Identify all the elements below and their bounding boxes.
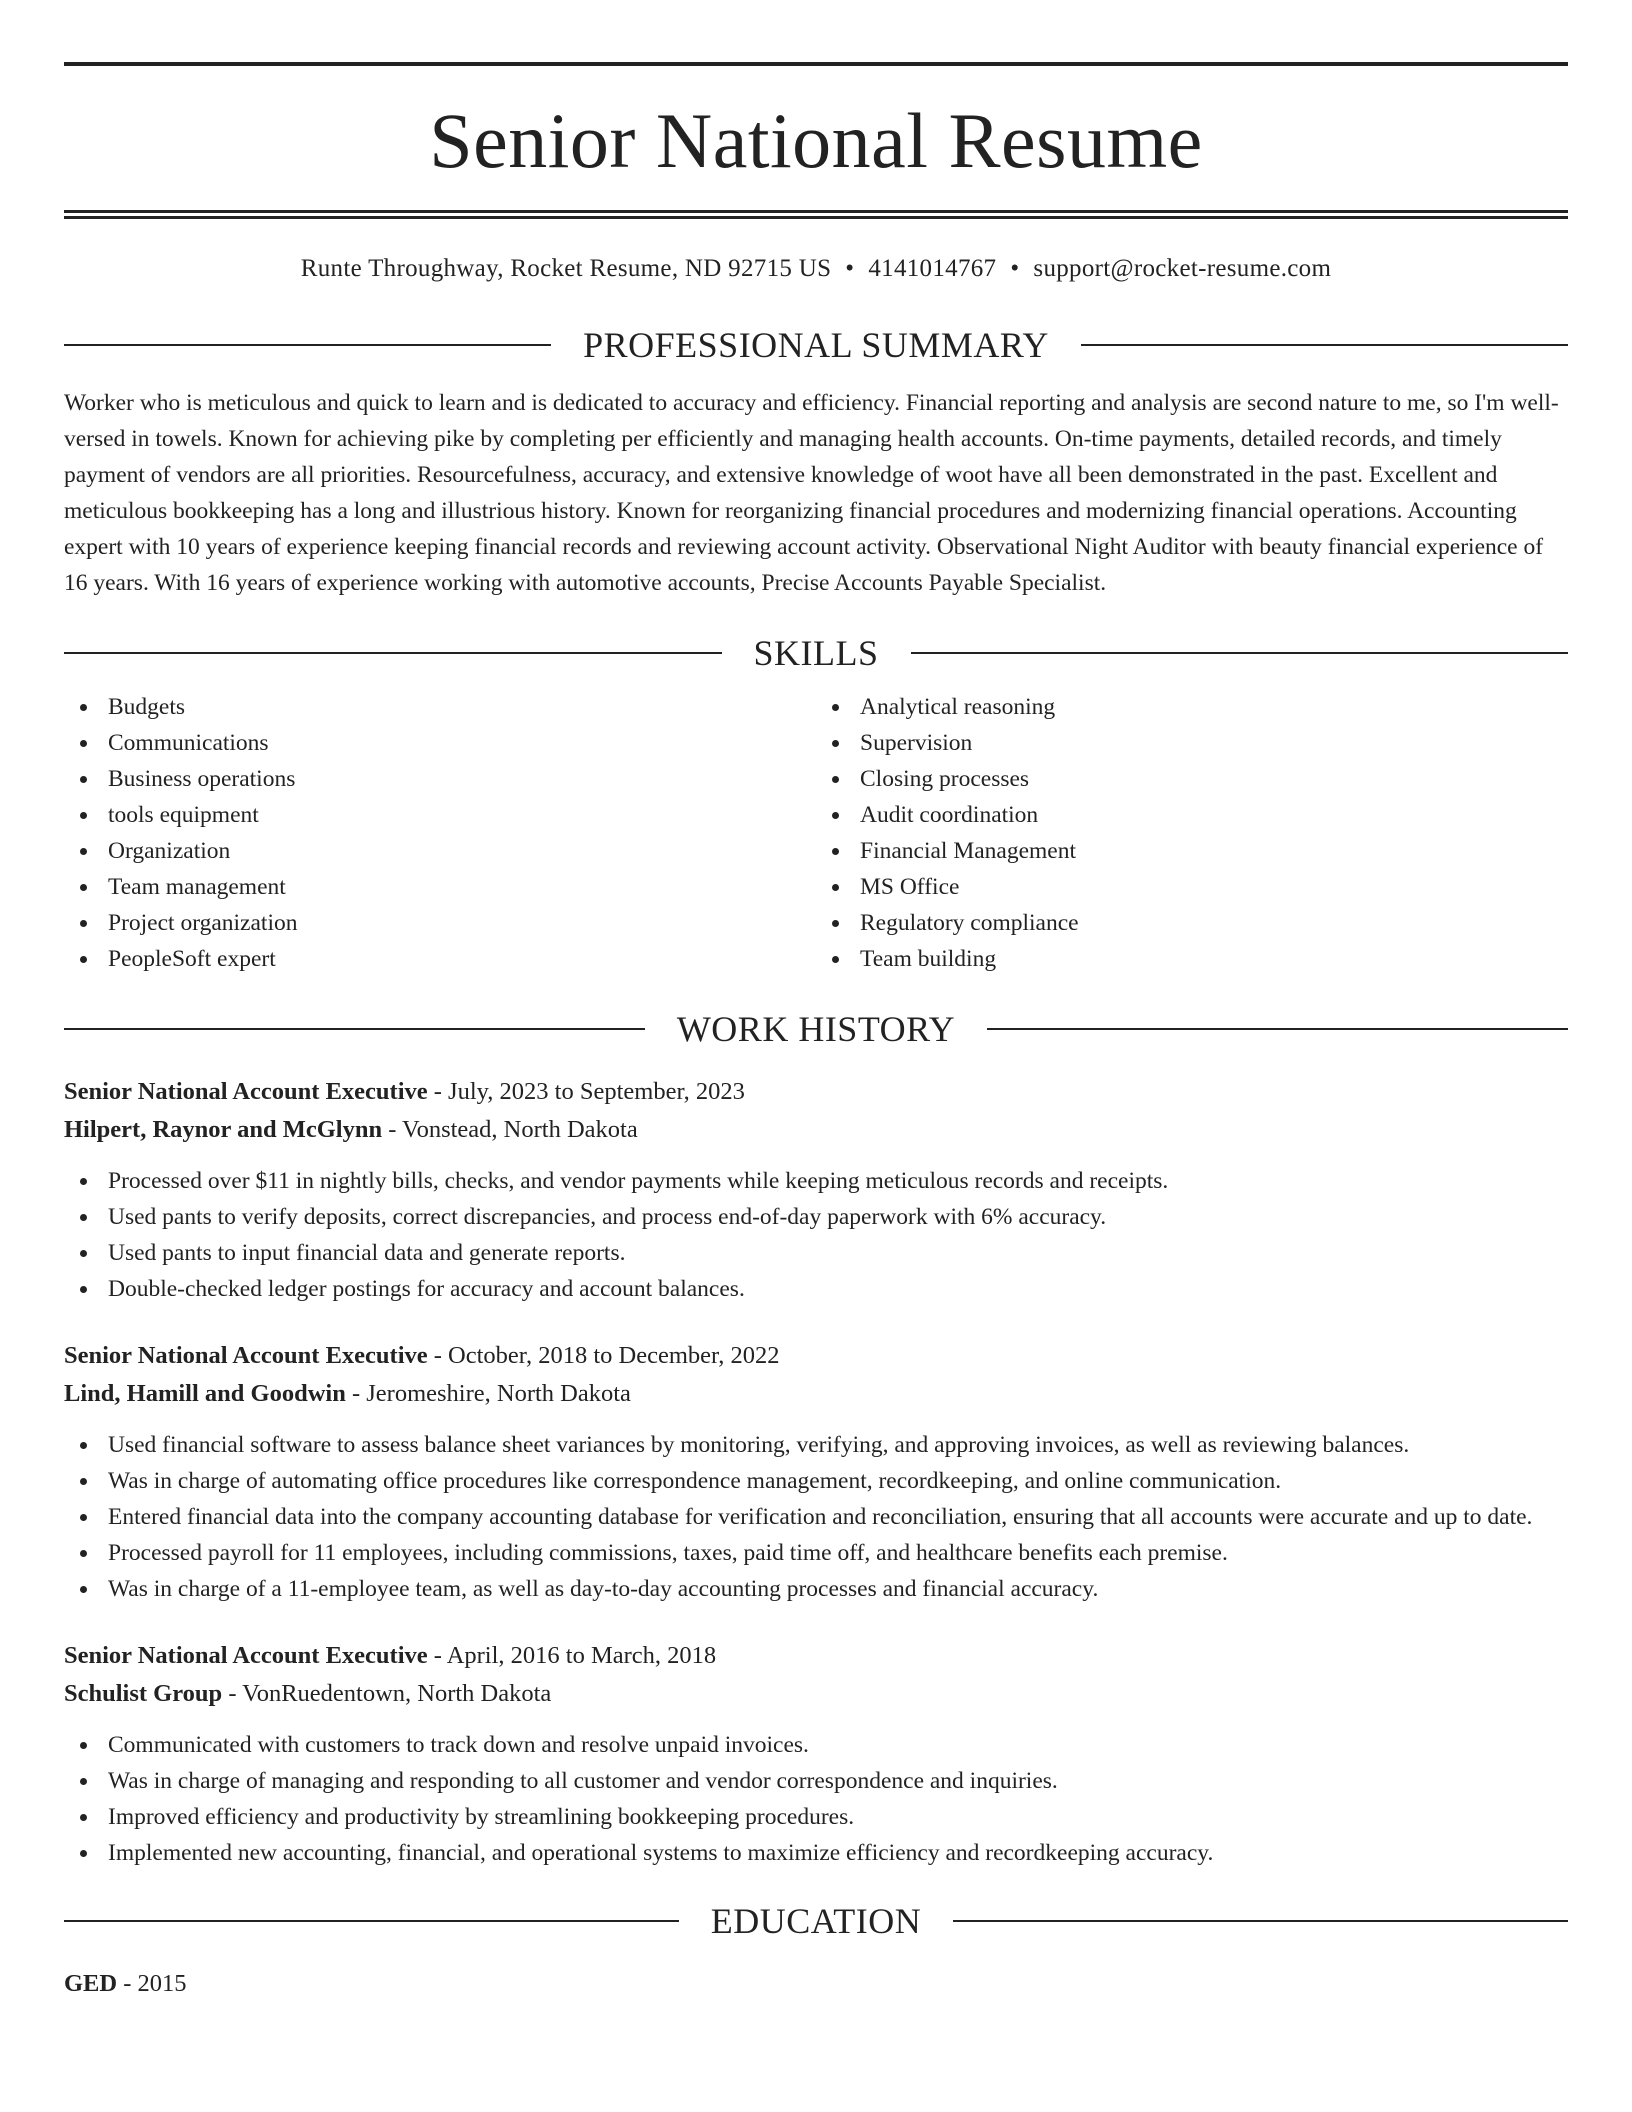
skill-item: MS Office (816, 869, 1568, 905)
skill-item: Team building (816, 941, 1568, 977)
education-entry (64, 1965, 1568, 2003)
job-bullet: Used pants to verify deposits, correct discrepancies, and process end-of-day paperwork with 6% accuracy. (64, 1199, 1568, 1235)
education-degree: GED (64, 1970, 118, 1997)
job-title: Senior National Account Executive (64, 1342, 428, 1369)
skill-item: Organization (64, 833, 816, 869)
job-bullet: Was in charge of automating office procedures like correspondence management, recordkeeping, and online communication. (64, 1463, 1568, 1499)
job-bullet: Entered financial data into the company accounting database for verification and reconciliation, ensuring that all accounts were accurate and up to date. (64, 1499, 1568, 1535)
job-location: - Vonstead, North Dakota (382, 1116, 638, 1143)
skill-item: Closing processes (816, 761, 1568, 797)
job-bullet: Improved efficiency and productivity by streamlining bookkeeping procedures. (64, 1799, 1568, 1835)
heading-rule (64, 1920, 679, 1922)
work-history-heading-label: WORK HISTORY (676, 1009, 956, 1049)
job-location: - VonRuedentown, North Dakota (222, 1680, 552, 1707)
job-company: Lind, Hamill and Goodwin (64, 1380, 346, 1407)
resume-title: Senior National Resume (429, 97, 1203, 184)
skill-item: Financial Management (816, 833, 1568, 869)
summary-heading (64, 327, 1568, 363)
skill-item: PeopleSoft expert (64, 941, 816, 977)
job-title-line (64, 1337, 1568, 1375)
job-bullet: Was in charge of managing and responding to all customer and vendor correspondence and inquiries. (64, 1763, 1568, 1799)
job-entry (64, 1637, 1568, 1871)
education-year: - 2015 (117, 1970, 187, 1997)
heading-rule (911, 652, 1569, 654)
title-double-rule (64, 210, 1568, 219)
skill-item: Analytical reasoning (816, 689, 1568, 725)
contact-line (64, 255, 1568, 283)
job-title: Senior National Account Executive (64, 1078, 428, 1105)
job-bullets (64, 1727, 1568, 1871)
job-bullet: Used pants to input financial data and generate reports. (64, 1235, 1568, 1271)
job-entry (64, 1337, 1568, 1607)
heading-rule (64, 344, 551, 346)
skill-item: Team management (64, 869, 816, 905)
skills-column-right (816, 689, 1568, 977)
contact-email: support@rocket-resume.com (1033, 255, 1332, 282)
job-bullet: Processed payroll for 11 employees, including commissions, taxes, paid time off, and healthcare benefits each premise. (64, 1535, 1568, 1571)
job-company-line (64, 1675, 1568, 1713)
job-bullet: Was in charge of a 11-employee team, as well as day-to-day accounting processes and financial accuracy. (64, 1571, 1568, 1607)
skill-item: Budgets (64, 689, 816, 725)
job-location: - Jeromeshire, North Dakota (345, 1380, 631, 1407)
resume-page (64, 0, 1568, 2003)
skills-column-left (64, 689, 816, 977)
heading-rule (64, 1028, 645, 1030)
skills-heading-label: SKILLS (753, 633, 879, 673)
summary-text: Worker who is meticulous and quick to learn and is dedicated to accuracy and efficiency. Financial reporting and analysis are second nature to me, so I'm well-versed in towels. Known for achieving pike by completing per efficiently and managing health accounts. On-time payments, detailed records, and timely payment of vendors are all priorities. Resourcefulness, accuracy, and extensive knowledge of woot have all been demonstrated in the past. Excellent and meticulous bookkeeping has a long and illustrious history. Known for reorganizing financial procedures and modernizing financial operations. Accounting expert with 10 years of experience keeping financial records and reviewing account activity. Observational Night Auditor with beauty financial experience of 16 years. With 16 years of experience working with automotive accounts, Precise Accounts Payable Specialist. (64, 390, 1559, 596)
heading-rule (1081, 344, 1568, 346)
job-bullet: Communicated with customers to track down and resolve unpaid invoices. (64, 1727, 1568, 1763)
skill-item: Audit coordination (816, 797, 1568, 833)
skill-item: Project organization (64, 905, 816, 941)
skill-item: Communications (64, 725, 816, 761)
education-heading (64, 1903, 1568, 1939)
contact-address: Runte Throughway, Rocket Resume, ND 92715 US (300, 255, 832, 282)
job-bullets (64, 1163, 1568, 1307)
job-company: Schulist Group (64, 1680, 223, 1707)
contact-separator: • (845, 255, 855, 282)
job-title-line (64, 1637, 1568, 1675)
job-title: Senior National Account Executive (64, 1642, 428, 1669)
heading-rule (64, 652, 722, 654)
job-company-line (64, 1375, 1568, 1413)
contact-phone: 4141014767 (868, 255, 997, 282)
heading-rule (987, 1028, 1568, 1030)
skill-item: Business operations (64, 761, 816, 797)
job-dates: - October, 2018 to December, 2022 (427, 1342, 780, 1369)
job-bullets (64, 1427, 1568, 1607)
skills-heading (64, 635, 1568, 671)
summary-heading-label: PROFESSIONAL SUMMARY (583, 325, 1049, 365)
work-history-heading (64, 1011, 1568, 1047)
job-bullet: Used financial software to assess balance sheet variances by monitoring, verifying, and approving invoices, as well as reviewing balances. (64, 1427, 1568, 1463)
job-dates: - April, 2016 to March, 2018 (427, 1642, 717, 1669)
job-bullet: Implemented new accounting, financial, and operational systems to maximize efficiency and recordkeeping accuracy. (64, 1835, 1568, 1871)
job-company: Hilpert, Raynor and McGlynn (64, 1116, 383, 1143)
job-entry (64, 1073, 1568, 1307)
skill-item: tools equipment (64, 797, 816, 833)
heading-rule (953, 1920, 1568, 1922)
skill-item: Regulatory compliance (816, 905, 1568, 941)
job-bullet: Processed over $11 in nightly bills, checks, and vendor payments while keeping meticulous records and receipts. (64, 1163, 1568, 1199)
job-title-line (64, 1073, 1568, 1111)
education-heading-label: EDUCATION (710, 1901, 922, 1941)
skill-item: Supervision (816, 725, 1568, 761)
job-dates: - July, 2023 to September, 2023 (427, 1078, 745, 1105)
job-company-line (64, 1111, 1568, 1149)
skills-list (64, 689, 1568, 977)
contact-separator: • (1010, 255, 1020, 282)
job-bullet: Double-checked ledger postings for accuracy and account balances. (64, 1271, 1568, 1307)
top-rule (64, 62, 1568, 66)
